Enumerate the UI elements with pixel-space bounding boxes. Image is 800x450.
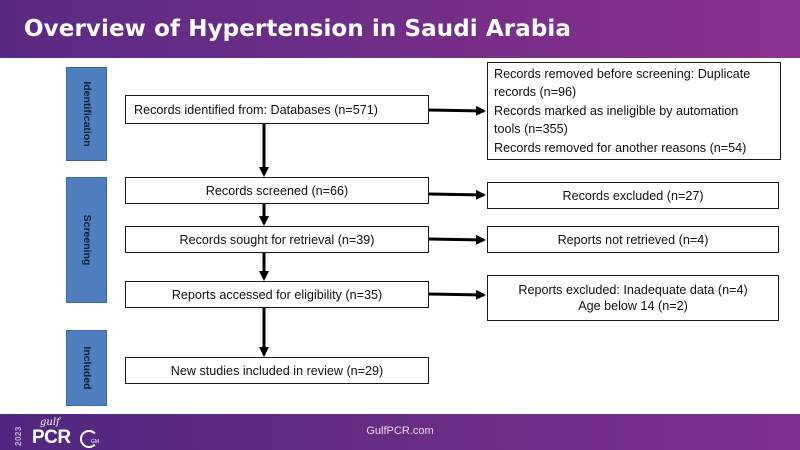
footer-bar bbox=[0, 414, 800, 450]
box-reports-not-retrieved bbox=[487, 226, 779, 253]
box-records-screened bbox=[125, 177, 429, 204]
arrow-sought-to-not-retrieved bbox=[429, 239, 484, 240]
reports-excluded-line-2: Age below 14 (n=2) bbox=[578, 299, 688, 313]
logo-gulf: gulf bbox=[40, 417, 60, 428]
records-removed-line-1: Records removed before screening: Duplicate bbox=[494, 66, 751, 81]
page-title: Overview of Hypertension in Saudi Arabia bbox=[24, 16, 572, 42]
box-records-sought bbox=[125, 226, 429, 253]
arrow-identified-to-removed bbox=[429, 110, 484, 111]
records-removed-line-5: Records removed for another reasons (n=54) bbox=[494, 140, 747, 155]
studies-included-text: New studies included in review (n=29) bbox=[170, 363, 384, 378]
records-sought-text: Records sought for retrieval (n=39) bbox=[179, 232, 375, 247]
arrow-screened-to-excluded bbox=[429, 194, 484, 195]
logo-gm: GM bbox=[91, 439, 100, 445]
reports-excluded-line-1: Reports excluded: Inadequate data (n=4) bbox=[518, 283, 748, 297]
records-identified-text: Records identified from: Databases (n=571) bbox=[134, 102, 378, 117]
records-removed-line-4: tools (n=355) bbox=[494, 122, 568, 137]
logo-year: 2023 bbox=[14, 426, 23, 446]
phase-included-label: Included bbox=[80, 346, 93, 390]
reports-assessed-text: Reports accessed for eligibility (n=35) bbox=[171, 287, 383, 302]
box-records-identified bbox=[125, 95, 429, 124]
records-removed-line-3: Records marked as ineligible by automation bbox=[494, 103, 739, 118]
box-reports-assessed bbox=[125, 281, 429, 308]
box-records-removed bbox=[487, 62, 781, 160]
reports-not-retrieved-text: Reports not retrieved (n=4) bbox=[557, 232, 709, 247]
phase-identification-label: Identification bbox=[80, 81, 93, 147]
arrow-assessed-to-reports-excluded bbox=[429, 294, 484, 295]
logo-pcr: PCR bbox=[32, 427, 71, 448]
footer-url[interactable]: GulfPCR.com bbox=[366, 425, 434, 437]
records-screened-text: Records screened (n=66) bbox=[205, 183, 349, 198]
box-records-excluded bbox=[487, 182, 779, 209]
box-studies-included bbox=[125, 357, 429, 384]
records-excluded-text: Records excluded (n=27) bbox=[562, 188, 704, 203]
phase-screening-label: Screening bbox=[80, 214, 93, 266]
records-removed-line-2: records (n=96) bbox=[494, 85, 577, 100]
box-reports-excluded bbox=[487, 275, 779, 321]
